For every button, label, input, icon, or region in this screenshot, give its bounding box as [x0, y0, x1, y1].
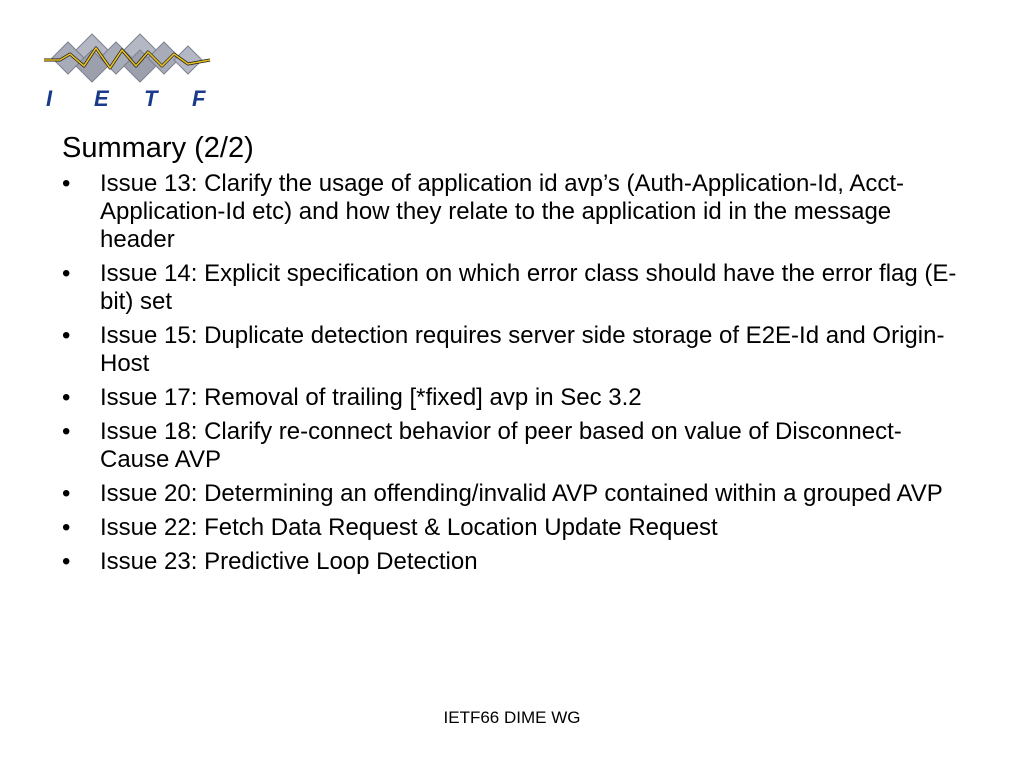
bullet-text: Issue 22: Fetch Data Request & Location Update Request [100, 514, 718, 541]
bullet-item [62, 322, 962, 378]
slide-footer: IETF66 DIME WG [443, 708, 581, 727]
bullet-dot: • [62, 384, 71, 411]
bullet-text: Issue 20: Determining an offending/invalid AVP contained within a grouped AVP [100, 480, 943, 507]
ietf-logo [40, 30, 220, 112]
bullet-dot: • [62, 480, 71, 507]
bullet-item [62, 480, 962, 508]
logo-letter-i: I [46, 86, 53, 111]
bullet-list [62, 170, 962, 582]
logo-letter-t: T [144, 86, 158, 111]
bullet-item [62, 514, 962, 542]
bullet-text: Issue 14: Explicit specification on which error class should have the error flag (E-bit) set [100, 260, 957, 315]
bullet-dot: • [62, 170, 71, 197]
bullet-item [62, 418, 962, 474]
logo-letter-e: E [94, 86, 109, 111]
bullet-text: Issue 23: Predictive Loop Detection [100, 548, 478, 575]
bullet-item [62, 384, 962, 412]
bullet-dot: • [62, 322, 71, 349]
bullet-text: Issue 18: Clarify re-connect behavior of peer based on value of Disconnect-Cause AVP [100, 418, 902, 473]
bullet-dot: • [62, 514, 71, 541]
bullet-dot: • [62, 548, 71, 575]
bullet-item [62, 260, 962, 316]
bullet-text: Issue 13: Clarify the usage of application id avp’s (Auth-Application-Id, Acct-Application-Id etc) and how they relate to the application id in the message header [100, 170, 904, 253]
bullet-dot: • [62, 418, 71, 445]
logo-letter-f: F [192, 86, 206, 111]
bullet-item [62, 170, 962, 254]
bullet-item [62, 548, 962, 576]
bullet-text: Issue 15: Duplicate detection requires server side storage of E2E-Id and Origin-Host [100, 322, 945, 377]
bullet-text: Issue 17: Removal of trailing [*fixed] avp in Sec 3.2 [100, 384, 642, 411]
bullet-dot: • [62, 260, 71, 287]
slide-title: Summary (2/2) [62, 132, 254, 164]
